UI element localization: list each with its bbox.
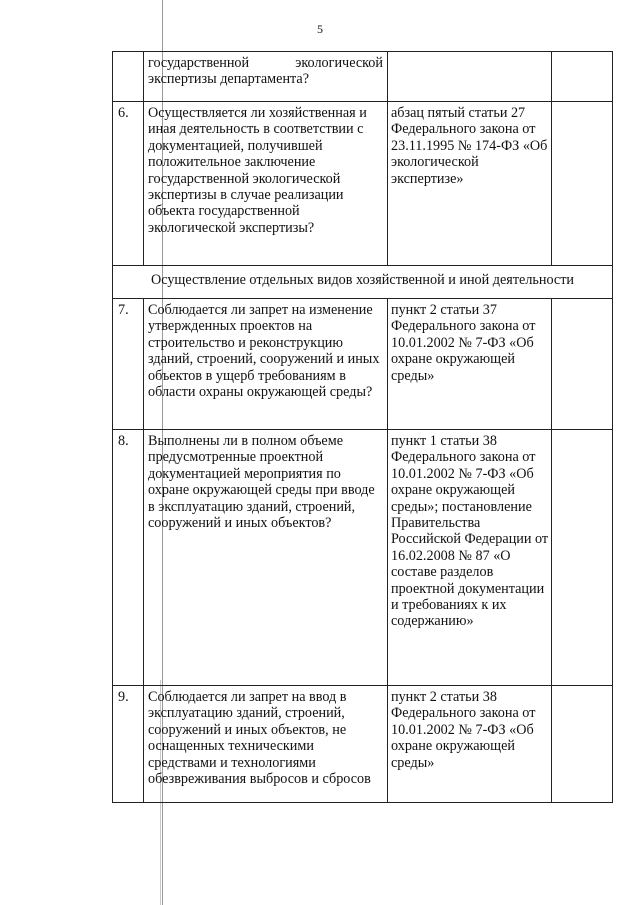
table-row-7 [113,299,613,430]
section-header-row [113,266,613,299]
row-number: 9. [113,686,144,803]
row-question: Выполнены ли в полном объеме предусмотренные проектной документацией мероприятия по охране окружающей среды при вводе в эксплуатацию зданий, строений, сооружений и иных объектов? [144,430,388,686]
row-question: Соблюдается ли запрет на изменение утвержденных проектов на строительство и реконструкцию зданий, строений, сооружений и иных объектов в ущерб требованиям в области охраны окружающей среды? [144,299,388,430]
section-title: Осуществление отдельных видов хозяйственной и иной деятельности [113,266,613,299]
row-question: Осуществляется ли хозяйственная и иная деятельность в соответствии с документацией, получившей положительное заключение государственной экологической экспертизы в случае реализации объекта государственной экологической экспертизы? [144,102,388,266]
row-reference: пункт 1 статьи 38 Федерального закона от 10.01.2002 № 7-ФЗ «Об охране окружающей среды»; постановление Правительства Российской Федерации от 16.02.2008 № 87 «О составе разделов проектной документации и требованиях к их содержанию» [388,430,552,686]
row-number [113,52,144,102]
row-note [552,102,613,266]
checklist-table-container [112,51,612,803]
row-reference [388,52,552,102]
table-row-continued [113,52,613,102]
checklist-table [112,51,613,803]
row-note [552,52,613,102]
row-reference: абзац пятый статьи 27 Федерального закона от 23.11.1995 № 174-ФЗ «Об экологической экспертизе» [388,102,552,266]
row-reference: пункт 2 статьи 37 Федерального закона от 10.01.2002 № 7-ФЗ «Об охране окружающей среды» [388,299,552,430]
row-note [552,299,613,430]
row-question: государственной экологической экспертизы департамента? [144,52,388,102]
table-row-6 [113,102,613,266]
row-note [552,430,613,686]
page-number: 5 [317,22,323,36]
row-number: 6. [113,102,144,266]
row-question: Соблюдается ли запрет на ввод в эксплуатацию зданий, строений, сооружений и иных объектов, не оснащенных техническими средствами и технологиями обезвреживания выбросов и сбросов [144,686,388,803]
row-number: 7. [113,299,144,430]
row-number: 8. [113,430,144,686]
table-row-9 [113,686,613,803]
row-note [552,686,613,803]
table-row-8 [113,430,613,686]
row-reference: пункт 2 статьи 38 Федерального закона от 10.01.2002 № 7-ФЗ «Об охране окружающей среды» [388,686,552,803]
